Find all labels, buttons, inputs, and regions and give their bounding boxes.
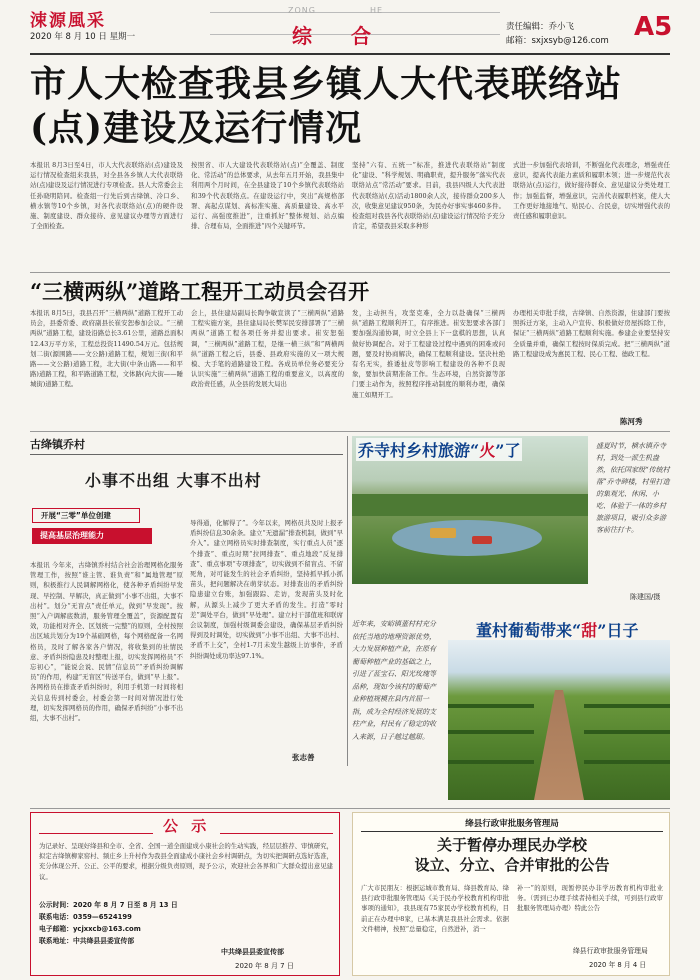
he-label: HE: [370, 6, 384, 15]
masthead: [30, 6, 673, 50]
village-col-2: 导得通，化解得了”。今年以来，网格员共及时上报矛盾纠纷信息30余条。建立“无遗漏”排查机制，做到“早介入”。建立网格员实时排查制度，实行重点人员“逐个排查”、重点时期“拉网排查”、重点地段“反复排查”、重点事项“专项排查”，切实做到不留盲点、不留死角，对可能发生的社会矛盾纠纷，坚持抓早抓小抓苗头，把问题解决在萌芽状态。对排查出的矛盾纠纷隐患建立台账，加强跟踪、走访，发现苗头及时化解，从源头上减少了更大矛盾的发生。打造“零时差”调处平台，做到“早处理”。建立村干部值班和联席会议制度，加强村级调委会建设，确保基层矛盾纠纷得到及时调处，切实做到“小事不出组、大事不出村、矛盾不上交”，全村1-7月未发生越级上访事件，矛盾纠纷调处成功率达97.1%。: [190, 519, 343, 660]
notice-contact: 联系地址：中共绛县县委宣传部: [39, 937, 135, 945]
grape-headline-sweet: 甜: [581, 621, 598, 640]
boat: [430, 528, 456, 538]
tourism-headline: [356, 438, 522, 461]
announcement-org-header: 绛县行政审批服务管理局: [465, 819, 559, 829]
village-headline: 小事不出组 大事不出村: [85, 471, 262, 490]
notice-period: 公示时间：2020 年 8 月 7 日至 8 月 13 日: [39, 901, 178, 909]
notice-date: 2020 年 8 月 7 日: [235, 962, 294, 970]
section-rule-2: [30, 431, 670, 432]
editor: 责任编辑：乔小飞: [506, 22, 575, 32]
notice-box: [30, 812, 340, 976]
announcement-col-1: 广大市民朋友：根据运城市教育局、绛县教育局、绛县行政审批服务管理局《关于民办学校教育机构审批事项的通知》，我县现有75家民办学校教育机构，目前正在办理中8家，已基本满足我县社会需求。依据文件精神，按照“总量稳定，自然进补，消一: [361, 884, 509, 933]
masthead-rule: [210, 12, 500, 13]
vine-row: [448, 704, 534, 708]
vine-row: [448, 730, 534, 734]
tourism-headline-hot: 火: [479, 441, 496, 460]
grape-headline-suffix: ”日子: [597, 621, 639, 640]
village-subhead-2: 提高基层治理能力: [32, 528, 152, 544]
announcement-org: 绛县行政审批服务管理局: [573, 947, 648, 955]
notice-org: 中共绛县县委宣传部: [221, 948, 284, 956]
vine-row: [584, 704, 670, 708]
section-rule: [30, 272, 670, 273]
notice-body: 为记录好、呈现好绛县和全市、全省、全国一道全面建成小康社会的生动实践，经层层推荐、审慎研究，拟定古绛镇柳家窑村、频庄乡上升村作为我县全面建成小康社会乡村调研点，为切实把调研点选好选准，充分体现公开、公正、公平的要求，根据分级负责原则，现予公示，欢迎社会各界和广大群众提出意见建议。: [39, 842, 333, 881]
article2-col-1: 本报讯 8月5日，我县召开“三横两纵”道路工程开工动员会，县委常委、政府副县长崔安恕参加会议。“三横两纵”道路工程，建设沿路总长3.61公里，道路总面积12.43万平方米，工程总投资11490.54万元。包括规划二街(源围路——文公路)道路工程，规划三街(和平路——文公路)道路工程，北大街(中条山路——和平路)道路工程，和平路道路工程，文体路(向大街——睡城街)道路工程。: [30, 309, 183, 389]
vineyard-path: [534, 690, 584, 800]
vine-row: [584, 760, 670, 764]
grape-headline-prefix: 董村葡萄带来“: [476, 621, 582, 640]
masthead-divider: [30, 53, 670, 55]
article2-author: 陈河秀: [620, 417, 643, 426]
tourism-headline-prefix: 乔寺村乡村旅游“: [358, 441, 480, 460]
article2-headline: “三横两纵”道路工程开工动员会召开: [30, 279, 370, 304]
announcement-date: 2020 年 8 月 4 日: [589, 961, 647, 969]
pond: [392, 520, 542, 556]
lead-col-3: 坚持“六有、五统一”标准，推进代表联络站“制度化”建设、“科学规划、明确职责，提升服务”落实代表联络站点“常活动”要求。目前，我县四级人大代表进代表联络站(点)活动1800余人次，接待群众200多人次，收集意见建议950条，为民办好事实事460多件。检查组对我县各代表联络站(点)建设运行情况给予充分肯定，希望我县采取多种形: [352, 161, 505, 231]
article2-col-3: 发，主动担当，攻坚克难，全力以赴确保“三横两纵”道路工程顺利开工，有序推进。崔安恕要求各部门要加强沟通协调，时立全县上下一盘棋的思想，认真做好协调配合。对于工程建设过程中遇到的困难或问题，要及时协商解决，确保工程顺利建设。坚决杜绝有名无实，推诿扯皮等影响工程建设的各种不良现象，要加快前期准备工作。生态环境，自然资源等部门要主动作为，按照程序推动制度的顺利办理，确保施工如期开工。: [352, 309, 505, 399]
announcement-title-2: 设立、分立、合并审批的公告: [414, 856, 610, 874]
village-subhead-1: 开展“三零”单位创建: [32, 508, 140, 523]
vine-row: [584, 730, 670, 734]
notice-email: 电子邮箱：ycjxxcb@163.com: [39, 925, 141, 933]
village-rule: [30, 454, 343, 455]
grape-photo: [448, 640, 670, 800]
village-col-1: 本报讯 今年来，古绛镇乔村结合社会治理网格化服务管理工作，按照“谁主管、谁负责”和“属地管理”原则，积极推行人民调解网格化，使各种矛盾纠纷早发现、早控制、早解决，真正做到“小事不出组，大事不出村”。划分“无盲点”责任单元，做到“早发现”。按照“入户调解底数清，服务管理全覆盖”，资源配置有效，功能相对齐全、区划统一完整”的原则，全村按照出区域共划分为19个基础网格，每个网格配备一名网格员，及时了解各家各户情况，将收集到的社情民意、矛盾纠纷隐患及时整理上报，切实发挥网格员“不忘初心”，“能说会说、民情“信息员”“矛盾纠纷调解员”的作用，构建“无盲区”传送平台，做到“早上报”。各网格员在排查矛盾纠纷时，利用手机第一时间将相关信息传到村委会，村委会第一时间对情况进行处理，切实发挥网格员的作用，确保矛盾纠纷“小事不出组，大事不出村”。: [30, 561, 183, 723]
lead-col-2: 按照省、市人大建设代表联络站(点)“全覆盖、制度化、常活动”的总体要求，从去年五月开始，我县集中利用两个月时间，在全县建设了10个乡镇代表联络站和39个代表联络点。在建设运行中，突出“高规格部署、高起点谋划、高标准实施、高质量建设、高水平运行、高强度推进”，注重抓好“整体规划、站点编排、合理布局，全面推进“四个关键环节。: [191, 161, 344, 231]
article2-col-4: 办理相关审批手续，古绛镇、自然资源，住建部门要按照拆迁方案，主动入户宣传、积极做好房屋拆除工作，保证“三横两纵”道路工程顺利实施。参建企业要坚持安全质量并重，确保工程按时保质完成。把“三横两纵”道路工程建设成为惠民工程、民心工程、德政工程。: [513, 309, 670, 358]
boat-2: [472, 536, 492, 544]
announcement-rule: [361, 831, 663, 832]
column-divider: [347, 436, 348, 766]
email: 邮箱：sxjxsyb@126.com: [506, 36, 609, 46]
grape-headline: [476, 618, 638, 641]
announcement-title-1: 关于暂停办理民办学校: [436, 836, 587, 854]
tourism-author: 陈建国/摄: [630, 593, 661, 601]
article2-col-2: 会上，县住建局副局长陶争敏宣读了“三横两纵”道路工程实施方案，县住建局局长樊军民安排部署了“三横两纵”道路工程各项任务并提出要求。崔安恕强调，“三横两纵”道路工程，是继一横三纵“和”两横两纵“道路工程之后，县委、县政府实施的又一项大规模、大手笔的道路建设工程。各成员单位务必要充分认识实施“三横两纵”道路工程的重要意义，以高度的政治责任感，从全县的发展大局出: [191, 309, 344, 389]
announcement-col-2: 补一”的原则，现暂停民办非学历教育机构审批业务。（需到已办理手续者持相关手续，可到县行政审批服务管理局办理）特此公告: [517, 884, 663, 913]
tourism-headline-suffix: ”了: [495, 441, 521, 460]
notice-title: 公 示: [153, 815, 220, 836]
village-author: 张志善: [292, 753, 315, 762]
lead-col-1: 本报讯 8月3日至4日，市人大代表联络站(点)建设及运行情况检查组来我县，对全县各乡镇人大代表联络站(点)建设及运行情况进行专项检查。县人大常委会主任孙晓明陪同。检查组一行先后到古绛镇、冷口乡、横水镇等10个乡镇，对各代表联络站(点)的硬件设施、制度建设、群众接待、意见建议办理等方面进行了全面检查。: [30, 161, 183, 231]
section-title: 综 合: [292, 24, 387, 48]
tree-line: [352, 494, 588, 516]
lead-headline: 市人大检查我县乡镇人大代表联络站(点)建设及运行情况: [30, 63, 623, 149]
lead-col-4: 式进一步加强代表培训，不断强化代表理念，增强责任意识，提高代表能力素质和履职本领；进一步规范代表联络站(点)运行，做好接待群众、意见建议分类处理工作；加强监督，增强意识，完善代表履职档案，使人大工作更好地接地气、贴民心、合民意，切实增强代表的责任感和履职意识。: [513, 161, 670, 221]
section-rule-3: [30, 808, 670, 809]
notice-phone: 联系电话：0359—6524199: [39, 913, 132, 921]
announcement-box: [352, 812, 670, 976]
tourism-caption: 盛夏时节，横水镇乔寺村，到处一派生机盎然，依托国家级“传统村落”乔寺碑楼，村里打造的集观光、休闲、小吃、体验于一体的乡村旅游项目，吸引众多游客前往打卡。: [596, 442, 670, 534]
zong-label: ZONG: [288, 6, 316, 15]
village-header: 古绛镇乔村: [30, 438, 85, 451]
vine-row: [448, 760, 534, 764]
grape-caption: 近年来，安峪镇董村村充分依托当地的地理资源优势，大力发展种植产业，在原有葡萄种植产业的基础之上，引进了蓝宝石、阳光玫瑰等品种，现如今该村的葡萄产业种植规模在县内首屈一指，成为全村经济发展的支柱产业，村民有了稳定的收入来源，日子越过越甜。: [352, 620, 436, 741]
column-name: 涑源風采: [30, 11, 106, 31]
page-number: A5: [634, 12, 673, 42]
issue-date: 2020 年 8 月 10 日 星期一: [30, 32, 136, 42]
